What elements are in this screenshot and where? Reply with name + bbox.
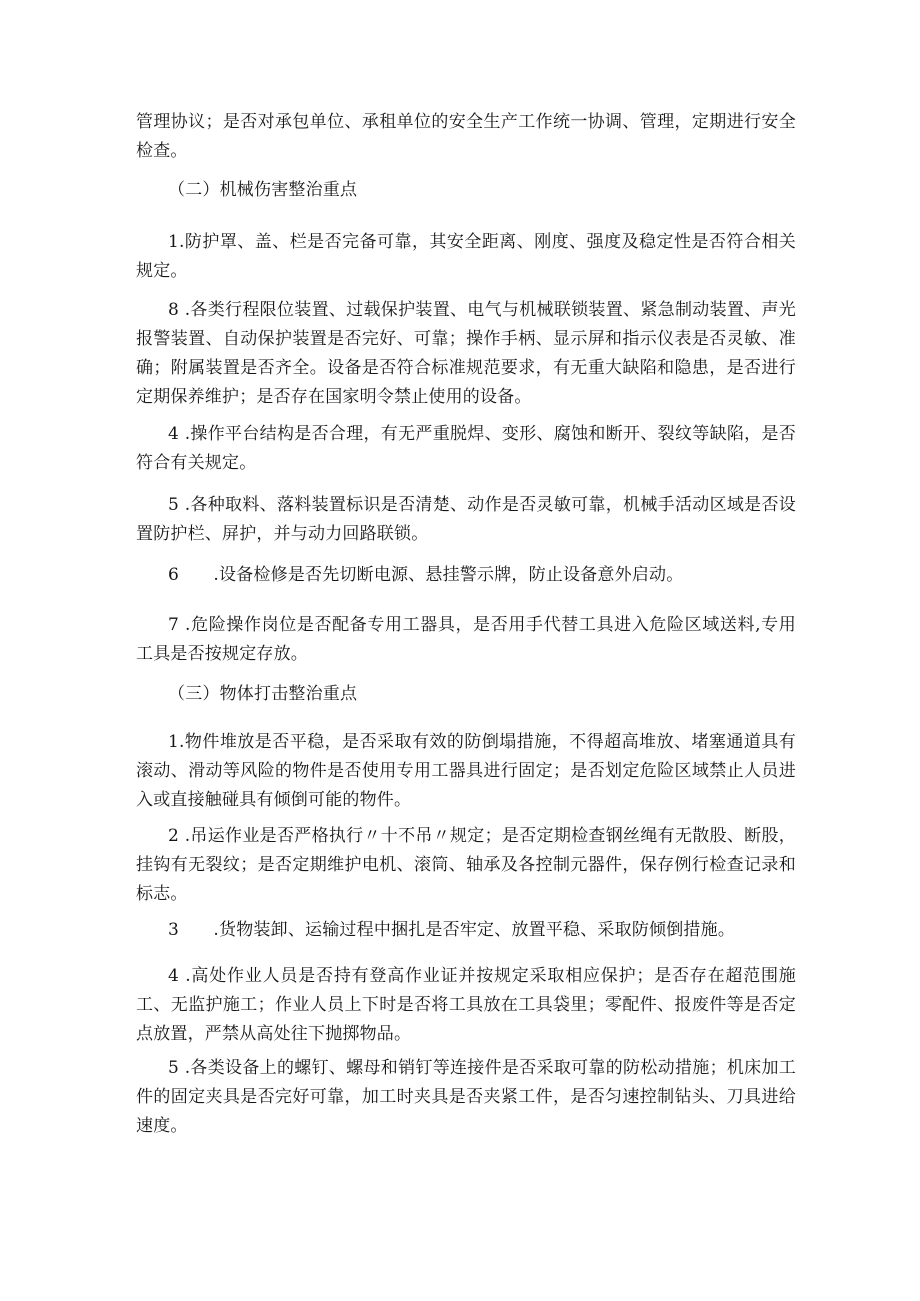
paragraph-management-agreement: 管理协议；是否对承包单位、承租单位的安全生产工作统一协调、管理，定期进行安全检查。 — [136, 112, 796, 161]
paragraph-item-3-cargo: 3 .货物装卸、运输过程中捆扎是否牢定、放置平稳、采取防倾倒措施。 — [168, 920, 736, 940]
paragraph-item-5-loading-devices: 5 .各种取料、落料装置标识是否清楚、动作是否灵敏可靠，机械手活动区域是否设置防护栏、屏护，并与动力回路联锁。 — [136, 495, 796, 544]
section-heading-object-strike: （三）物体打击整治重点 — [168, 684, 358, 704]
section-heading-mechanical-injury: （二）机械伤害整治重点 — [168, 180, 358, 200]
paragraph-item-6-maintenance: 6 .设备检修是否先切断电源、悬挂警示牌，防止设备意外启动。 — [168, 565, 684, 585]
paragraph-item-1-guards: 1.防护罩、盖、栏是否完备可靠，其安全距离、刚度、强度及稳定性是否符合相关规定。 — [136, 232, 796, 281]
paragraph-item-4-platform: 4 .操作平台结构是否合理，有无严重脱焊、变形、腐蚀和断开、裂纹等缺陷，是否符合有关规定。 — [136, 424, 796, 473]
paragraph-item-1-stacking: 1.物件堆放是否平稳，是否采取有效的防倒塌措施，不得超高堆放、堵塞通道具有滚动、滑动等风险的物件是否使用专用工器具进行固定；是否划定危险区域禁止人员进入或直接触碰具有倾倒可能的物件。 — [136, 732, 796, 810]
paragraph-item-7-dangerous-posts: 7 .危险操作岗位是否配备专用工器具，是否用手代替工具进入危险区域送料,专用工具是否按规定存放。 — [136, 615, 796, 664]
paragraph-item-2-lifting: 2 .吊运作业是否严格执行〃十不吊〃规定；是否定期检查钢丝绳有无散股、断股，挂钩有无裂纹；是否定期维护电机、滚筒、轴承及各控制元器件，保存例行检查记录和标志。 — [136, 826, 796, 904]
paragraph-item-4-height-work: 4 .高处作业人员是否持有登高作业证并按规定采取相应保护；是否存在超范围施工、无监护施工；作业人员上下时是否将工具放在工具袋里；零配件、报废件等是否定点放置，严禁从高处往下抛掷物品。 — [136, 966, 796, 1044]
paragraph-item-5-fasteners: 5 .各类设备上的螺钉、螺母和销钉等连接件是否采取可靠的防松动措施；机床加工件的固定夹具是否完好可靠，加工时夹具是否夹紧工件，是否匀速控制钻头、刀具进给速度。 — [136, 1058, 796, 1136]
paragraph-item-8-safety-devices: 8 .各类行程限位装置、过载保护装置、电气与机械联锁装置、紧急制动装置、声光报警装置、自动保护装置是否完好、可靠；操作手柄、显示屏和指示仪表是否灵敏、准确；附属装置是否齐全。设备是否符合标准规范要求，有无重大缺陷和隐患，是否进行定期保养维护；是否存在国家明令禁止使用的设备。 — [136, 300, 796, 407]
